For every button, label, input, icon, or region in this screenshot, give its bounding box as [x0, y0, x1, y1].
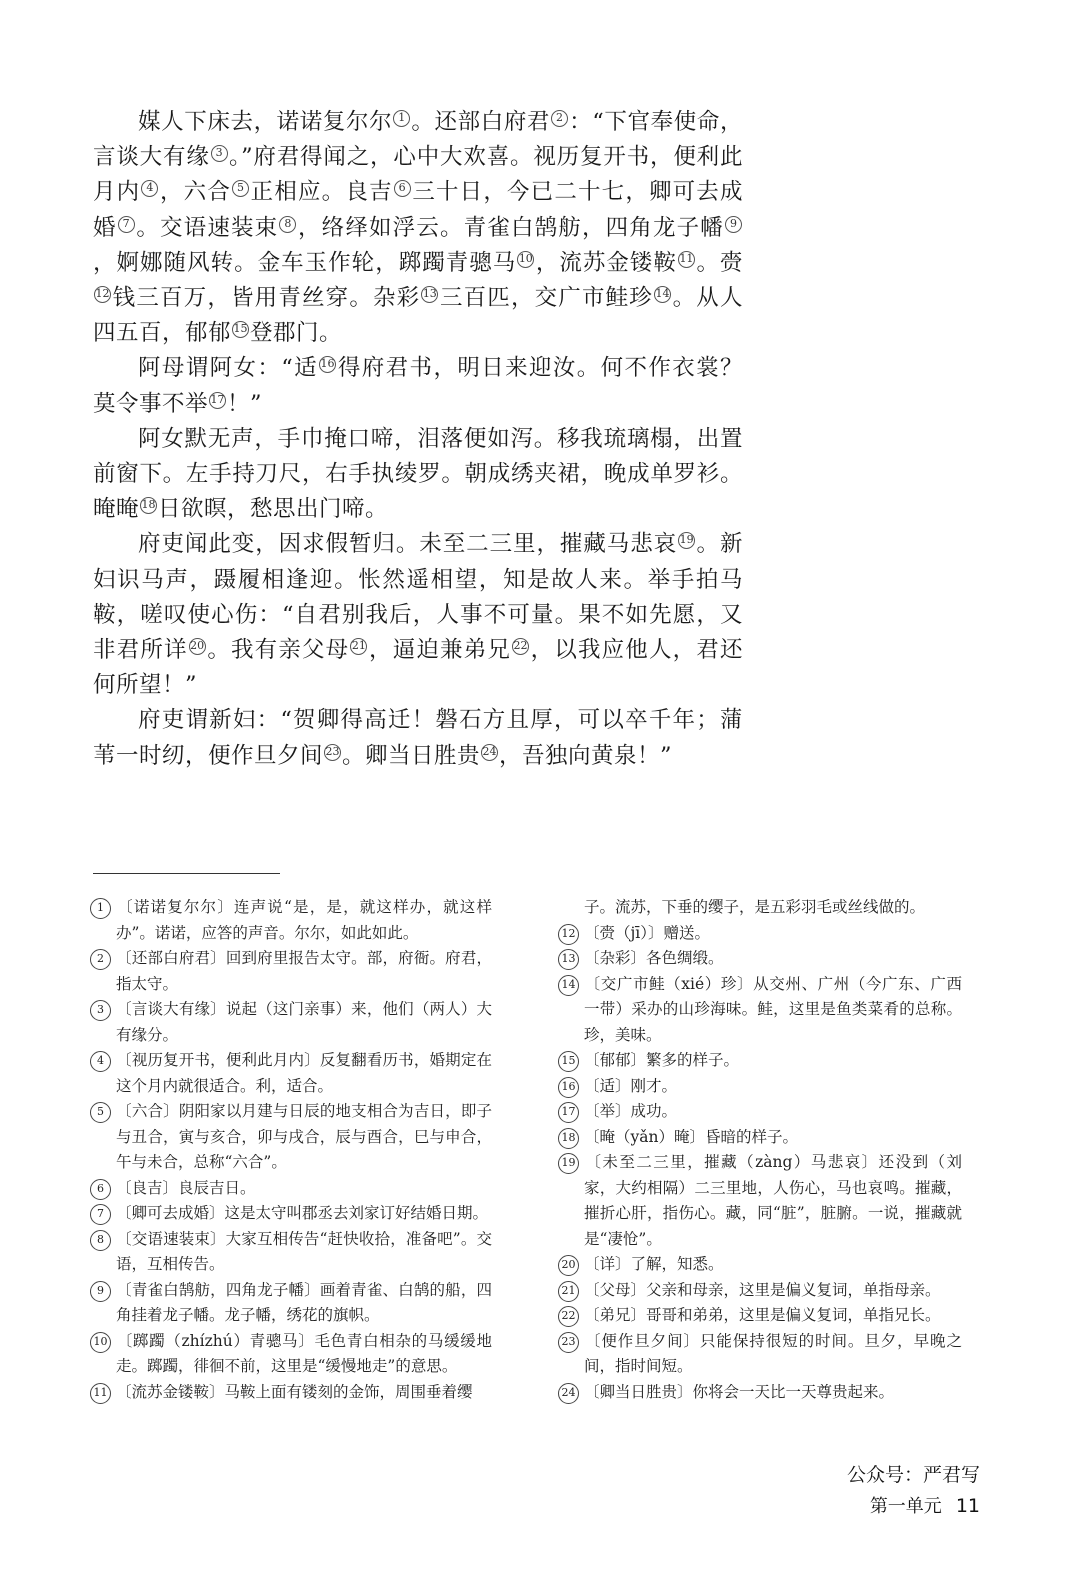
footnote-marker: 12	[94, 286, 111, 303]
paragraph-text: 三百匹，交广市鲑珍	[439, 285, 653, 312]
paragraph-text: 得府君书，明日来迎汝。何不作衣裳？莫令事不举	[93, 355, 743, 417]
footnote-number: 10	[90, 1332, 111, 1353]
paragraph-text: 媒人下床去，诺诺复尔尔	[138, 109, 393, 135]
footnote-marker: 5	[232, 180, 249, 197]
footnote-text: 〔踯躅（zhízhú）青骢马〕毛色青白相杂的马缓缓地走。踯躅，徘徊不前，这里是“缓慢地走”的意思。	[116, 1331, 492, 1375]
footnote-text: 〔杂彩〕各色绸缎。	[584, 949, 724, 967]
footnote-item	[558, 1125, 962, 1151]
footnote-number: 16	[558, 1077, 579, 1098]
paragraph-text: 。交语速装束	[135, 214, 279, 241]
footnote-item	[90, 1099, 492, 1176]
footnote-number: 1	[90, 898, 111, 919]
page-number: 11	[955, 1495, 980, 1517]
footnote-number: 15	[558, 1051, 579, 1072]
footnote-text: 〔还部白府君〕回到府里报告太守。部，府衙。府君，指太守。	[116, 949, 492, 993]
footnote-item	[90, 1227, 492, 1278]
footnote-text: 〔青雀白鹄舫，四角龙子幡〕画着青雀、白鹄的船，四角挂着龙子幡。龙子幡，绣花的旗帜。	[116, 1280, 492, 1324]
footnote-marker: 17	[209, 392, 226, 409]
paragraph-text: 。我有亲父母	[206, 637, 350, 664]
footnote-number: 19	[558, 1153, 579, 1174]
footnote-number: 24	[558, 1383, 579, 1404]
footnote-item	[558, 921, 962, 947]
footnote-text: 〔父母〕父亲和母亲，这里是偏义复词，单指母亲。	[584, 1280, 941, 1299]
footnote-marker: 8	[279, 216, 296, 233]
footnote-number: 9	[90, 1281, 111, 1302]
footnote-number: 23	[558, 1332, 579, 1353]
footnote-text: 〔晻（yǎn）晻〕昏暗的样子。	[584, 1127, 798, 1146]
footnote-marker: 14	[654, 286, 671, 303]
paragraph-text: 。新妇识马声，蹑履相逢迎。怅然遥相望，知是故人来。举手拍马鞍，嗟叹使心伤：“自君别我后，人事不可量。果不如先愿，又非君所详	[93, 531, 743, 664]
paragraph-text: ，以我应他人，君还何所望！”	[93, 637, 743, 699]
footnote-item	[558, 1099, 962, 1125]
footnote-item	[558, 972, 962, 1049]
footnote-marker: 16	[319, 356, 336, 373]
footnote-divider	[93, 873, 280, 874]
footnote-item	[558, 1303, 962, 1329]
paragraph	[93, 351, 743, 421]
paragraph-text: ，六合	[159, 179, 232, 206]
footnote-number: 2	[90, 949, 111, 970]
paragraph-text: ，流苏金镂鞍	[535, 249, 677, 276]
footnote-item	[558, 1380, 962, 1406]
footnote-marker: 23	[324, 744, 341, 761]
paragraph	[93, 422, 743, 528]
footnote-number: 8	[90, 1230, 111, 1251]
footnote-marker: 20	[189, 638, 206, 655]
paragraph-text: 日欲暝，愁思出门啼。	[158, 496, 389, 523]
main-text	[93, 105, 743, 774]
footnote-number: 7	[90, 1204, 111, 1225]
footnote-text: 〔举〕成功。	[584, 1102, 678, 1120]
unit-label: 第一单元	[869, 1496, 942, 1517]
footnote-number: 3	[90, 1000, 111, 1021]
footnote-text: 〔便作旦夕间〕只能保持很短的时间。旦夕，早晚之间，指时间短。	[584, 1331, 962, 1375]
footnote-item	[558, 1278, 962, 1304]
paragraph-text: 钱三百万，皆用青丝穿。杂彩	[112, 285, 421, 312]
footnote-item	[558, 1150, 962, 1252]
footnote-marker: 19	[678, 532, 695, 549]
footnote-marker: 6	[394, 180, 411, 197]
footnote-text: 〔流苏金镂鞍〕马鞍上面有镂刻的金饰，周围垂着缨	[116, 1382, 473, 1401]
footnote-number: 11	[90, 1383, 111, 1404]
footnote-marker: 11	[678, 251, 695, 268]
footnote-text: 〔弟兄〕哥哥和弟弟，这里是偏义复词，单指兄长。	[584, 1306, 941, 1324]
paragraph-text: 府吏闻此变，因求假暂归。未至二三里，摧藏马悲哀	[138, 531, 678, 558]
footnote-text: 〔详〕了解，知悉。	[584, 1255, 724, 1273]
footnote-marker: 22	[512, 638, 529, 655]
footnote-text: 〔郁郁〕繁多的样子。	[584, 1051, 740, 1069]
footnote-text: 〔六合〕阴阳家以月建与日辰的地支相合为吉日，即子与丑合，寅与亥合，卯与戌合，辰与酉合，巳与申合，午与未合，总称“六合”。	[116, 1102, 492, 1171]
footnote-item	[90, 946, 492, 997]
footnote-item	[90, 1201, 492, 1227]
paragraph-text: 三十日，今已二十七，卿可去成婚	[93, 179, 743, 241]
footnotes-left-column	[90, 895, 492, 1405]
footnote-text: 〔言谈大有缘〕说起（这门亲事）来，他们（两人）大有缘分。	[116, 1000, 492, 1044]
footnote-item	[90, 1278, 492, 1329]
footnote-text: 〔适〕刚才。	[584, 1076, 678, 1095]
paragraph-text: 阿母谓阿女：“适	[138, 355, 319, 382]
footnote-text: 〔赍（jī）〕赠送。	[584, 923, 711, 942]
footnote-marker: 9	[725, 216, 742, 233]
paragraph-text: 府吏谓新妇：“贺卿得高迁！磐石方且厚，可以卒千年；蒲苇一时纫，便作旦夕间	[93, 707, 743, 769]
footnote-item	[90, 1380, 492, 1406]
paragraph-text: ，逼迫兼弟兄	[368, 637, 511, 664]
footnote-number: 4	[90, 1051, 111, 1072]
paragraph	[93, 527, 743, 703]
footnote-item	[90, 1329, 492, 1380]
paragraph-text: 正相应。良吉	[250, 179, 393, 206]
paragraph-text: 。赍	[695, 249, 743, 276]
footnote-text: 〔诺诺复尔尔〕连声说“是，是，就这样办，就这样办”。诺诺，应答的声音。尔尔，如此如此。	[116, 898, 492, 942]
footnote-text: 〔视历复开书，便利此月内〕反复翻看历书，婚期定在这个月内就很适合。利，适合。	[116, 1051, 492, 1095]
footnote-marker: 21	[350, 638, 367, 655]
footnote-item	[558, 1074, 962, 1100]
footnote-item	[558, 1252, 962, 1278]
paragraph-text: ：“下官奉使命，言谈大有缘	[93, 109, 743, 171]
footnote-number: 14	[558, 975, 579, 996]
footnote-item	[90, 1176, 492, 1202]
paragraph-text: 登郡门。	[250, 320, 343, 347]
paragraph-text: 。从人四五百，郁郁	[93, 285, 743, 347]
footnote-number: 17	[558, 1102, 579, 1123]
paragraph-text: 。还部白府君	[411, 109, 551, 135]
footnote-marker: 1	[393, 110, 410, 127]
footnote-item	[558, 946, 962, 972]
footnote-number: 21	[558, 1281, 579, 1302]
footnote-number: 22	[558, 1306, 579, 1327]
footnote-number: 13	[558, 949, 579, 970]
paragraph-text: 阿女默无声，手巾掩口啼，泪落便如泻。移我琉璃榻，出置前窗下。左手持刀尺，右手执绫罗。朝成绣夹裙，晚成单罗衫。晻晻	[93, 425, 743, 523]
paragraph-text: 。卿当日胜贵	[342, 742, 481, 769]
footnote-marker: 13	[421, 286, 438, 303]
page-footer	[820, 1492, 980, 1518]
footnote-item	[558, 1048, 962, 1074]
paragraph-text: ，婀娜随风转。金车玉作轮，踯躅青骢马	[93, 249, 517, 276]
paragraph-text: ，吾独向黄泉！”	[499, 742, 673, 769]
footnote-item	[558, 1329, 962, 1380]
paragraph-text: 。”府君得闻之，心中大欢喜。视历复开书，便利此月内	[93, 144, 743, 206]
footnote-text: 〔卿可去成婚〕这是太守叫郡丞去刘家订好结婚日期。	[116, 1204, 489, 1222]
paragraph	[93, 105, 743, 351]
footnote-marker: 10	[517, 251, 534, 268]
paragraph-text: ，络绎如浮云。青雀白鹄舫，四角龙子幡	[297, 214, 724, 241]
footnote-text: 〔卿当日胜贵〕你将会一天比一天尊贵起来。	[584, 1382, 895, 1401]
paragraph-text: ！”	[227, 390, 263, 417]
footnote-marker: 4	[141, 180, 158, 197]
footnote-number: 20	[558, 1255, 579, 1276]
footnote-number: 12	[558, 924, 579, 945]
footnote-text: 〔良吉〕良辰吉日。	[116, 1178, 256, 1197]
footnote-marker: 15	[232, 321, 249, 338]
footnotes-right-column	[558, 895, 962, 1405]
footnote-item	[90, 1048, 492, 1099]
footnote-marker: 2	[551, 110, 568, 127]
footnote-text: 〔交语速装束〕大家互相传告“赶快收拾，准备吧”。交语，互相传告。	[116, 1229, 492, 1273]
footnote-item	[90, 895, 492, 946]
wechat-watermark: 公众号：严君写	[846, 1464, 980, 1486]
footnote-number: 18	[558, 1128, 579, 1149]
footnote-text: 〔交广市鲑（xié）珍〕从交州、广州（今广东、广西一带）采办的山珍海味。鲑，这里是鱼类菜肴的总称。珍，美味。	[584, 974, 962, 1044]
footnote-number: 5	[90, 1102, 111, 1123]
footnote-number: 6	[90, 1179, 111, 1200]
footnote-marker: 24	[481, 744, 498, 761]
footnote-continuation: 子。流苏，下垂的缨子，是五彩羽毛或丝线做的。	[584, 898, 926, 916]
footnote-text: 〔未至二三里，摧藏（zàng）马悲哀〕还没到（刘家，大约相隔）二三里地，人伤心，马也哀鸣。摧藏，摧折心肝，指伤心。藏，同“脏”，脏腑。一说，摧藏就是“凄怆”。	[584, 1153, 962, 1248]
footnote-marker: 18	[140, 497, 157, 514]
footnote-marker: 3	[211, 145, 228, 162]
footnote-marker: 7	[118, 216, 135, 233]
paragraph	[93, 703, 743, 773]
footnote-item	[90, 997, 492, 1048]
